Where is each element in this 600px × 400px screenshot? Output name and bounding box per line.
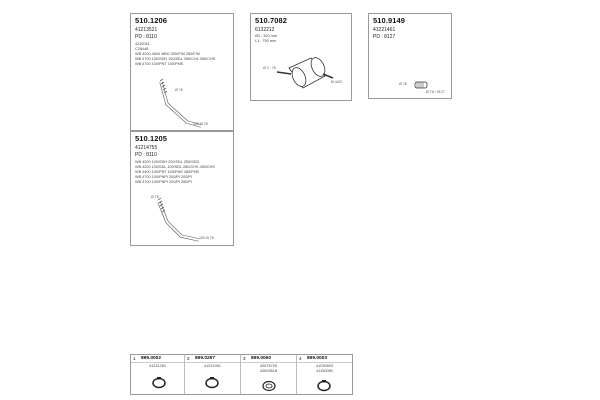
spec-line: WB 4700 100/PNPI 200/PI 280/PI xyxy=(135,180,192,184)
part-pd: PD : 8110 xyxy=(135,34,157,40)
pipe-illustration xyxy=(369,14,453,100)
part-card-510-9149 xyxy=(368,13,452,99)
accessory-ref: 41221451 xyxy=(204,364,221,368)
accessory-ref: 41231261 xyxy=(149,364,166,368)
part-ref: 41221461 xyxy=(373,27,396,33)
accessory-part-number: 899.0003 xyxy=(307,356,328,361)
accessory-header xyxy=(185,355,240,363)
accessory-header xyxy=(297,355,352,363)
accessory-strip xyxy=(130,354,353,395)
part-pd: PD : 8127 xyxy=(373,34,396,40)
dimension-label: Ø 44/2 xyxy=(331,80,342,84)
dimension-label: Ø 76 xyxy=(151,195,159,199)
accessory-cell xyxy=(185,355,241,394)
pipe-illustration xyxy=(131,14,235,132)
accessory-part-number: 899.0002 xyxy=(141,356,162,361)
accessory-ref: 41150050 xyxy=(316,369,333,373)
spec-line: WB 4200 4600 4800 300/P/M 260/F/M xyxy=(135,52,200,56)
part-pd: PD : 8110 xyxy=(135,152,157,158)
spec-line: WB 4400 100/PNT 100/PNS 280/PNS xyxy=(135,170,200,174)
accessory-header xyxy=(241,355,296,363)
accessory-cell xyxy=(131,355,185,394)
accessory-index: 1 xyxy=(133,356,136,361)
accessory-cell xyxy=(297,355,352,394)
part-card-510-1206 xyxy=(130,13,234,131)
part-card-510-1205 xyxy=(130,131,234,246)
spec-line: C28448 xyxy=(135,47,149,51)
dimension-label: 100 Ø 76 xyxy=(199,236,214,240)
accessory-ref: 42603518 xyxy=(260,369,277,373)
clamp-icon xyxy=(205,377,219,389)
accessory-header xyxy=(131,355,184,363)
part-ref: 6132212 xyxy=(255,27,275,33)
part-number: 510.9149 xyxy=(373,16,406,25)
spec-line: 4230041 xyxy=(135,42,150,46)
gasket-icon xyxy=(262,380,276,392)
part-number: 510.7082 xyxy=(255,16,288,25)
spec-line: WB 4700 100/PNPI 200/PI 200/PI xyxy=(135,175,192,179)
accessory-index: 3 xyxy=(243,356,246,361)
accessory-ref: 41030803 xyxy=(316,364,333,368)
part-number: 510.1206 xyxy=(135,16,168,25)
dimension-label: Ø 76 / 9127 xyxy=(426,90,445,94)
part-ref: 41213521 xyxy=(135,27,158,33)
clamp-icon xyxy=(152,377,166,389)
part-ref: 41214755 xyxy=(135,145,158,151)
accessory-part-number: 899.0060 xyxy=(251,356,272,361)
spec-line: WB 4700 100/PNT 100/PMS xyxy=(135,62,184,66)
spec-line: WB 4700 100/SDH 100/SDL 280/CHL 280/CHS xyxy=(135,57,216,61)
part-number: 510.1205 xyxy=(135,134,168,143)
muffler-illustration xyxy=(251,14,353,102)
spec-line: WB 4200 100/SDH 200/SDL 250/SDD xyxy=(135,160,200,164)
clamp-icon xyxy=(317,380,331,392)
accessory-ref: 42675729 xyxy=(260,364,277,368)
accessory-cell xyxy=(241,355,297,394)
dimension-label: Ø 76 xyxy=(175,88,183,92)
spec-line: WB 4200 100/SDL 100/SDL 280/CHS 280/CHS xyxy=(135,165,215,169)
accessory-part-number: 899.0297 xyxy=(195,356,216,361)
dimension-label: Ø 76 xyxy=(399,82,407,86)
spec-line: Ø2 : 320 mm xyxy=(255,34,277,38)
dimension-label: Ø 2 : 76 xyxy=(263,66,276,70)
part-card-510-7082 xyxy=(250,13,352,101)
accessory-index: 4 xyxy=(299,356,302,361)
dimension-label: 100 Ø 76 xyxy=(193,122,208,126)
accessory-index: 2 xyxy=(187,356,190,361)
pipe-illustration xyxy=(131,132,235,247)
spec-line: L1 : 750 mm xyxy=(255,39,277,43)
